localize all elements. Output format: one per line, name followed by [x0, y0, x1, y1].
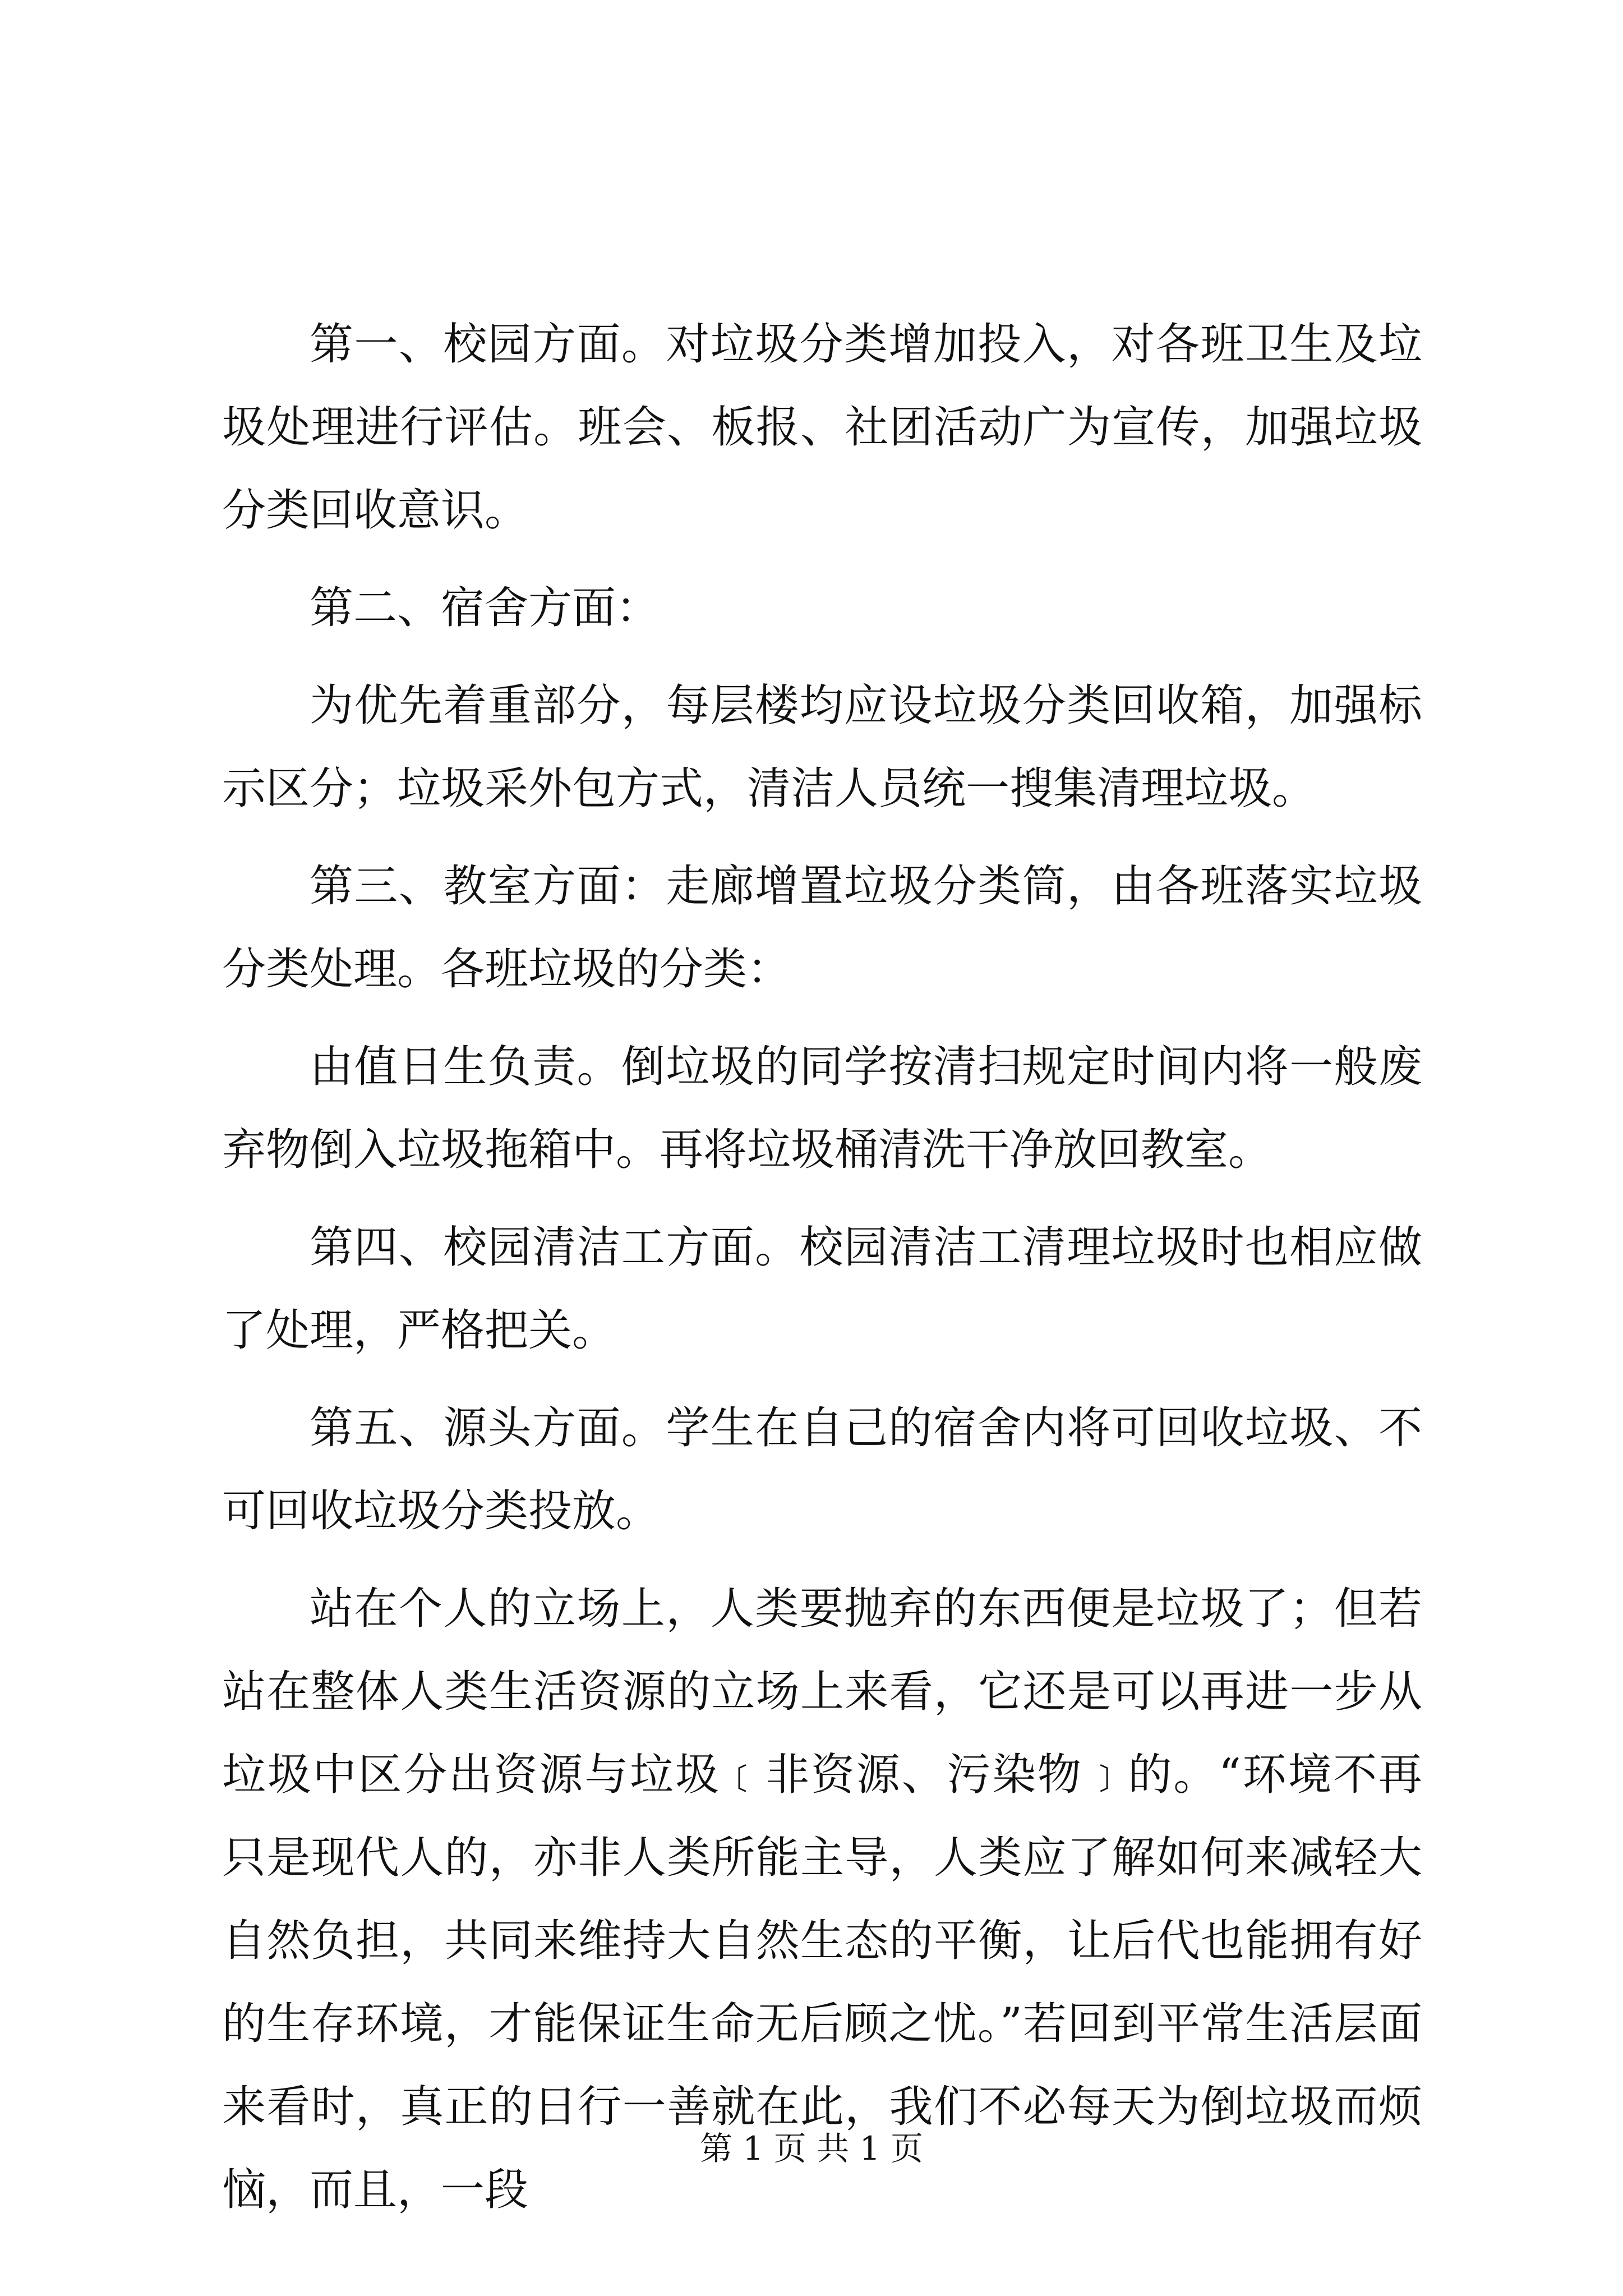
- paragraph-source: 第五、源头方面。学生在自己的宿舍内将可回收垃圾、不可回收垃圾分类投放。: [222, 1403, 1422, 1536]
- paragraph-cleaner: 第四、校园清洁工方面。校园清洁工清理垃圾时也相应做了处理，严格把关。: [222, 1222, 1422, 1356]
- paragraph-perspective: 站在个人的立场上，人类要抛弃的东西便是垃圾了；但若站在整体人类生活资源的立场上来看，它还是可以再进一步从垃圾中区分出资源与垃圾﹝非资源、污染物﹞的。“环境不再只是现代人的，亦非人类所能主导，人类应了解如何来减轻大自然负担，共同来维持大自然生态的平衡，让后代也能拥有好的生存环境，才能保证生命无后顾之忧。”若回到平常生活层面来看时，真正的日行一善就在此，我们不必每天为倒垃圾而烦恼，而且，一段: [222, 1584, 1422, 2215]
- paragraph-duty-student: 由值日生负责。倒垃圾的同学按清扫规定时间内将一般废弃物倒入垃圾拖箱中。再将垃圾桶清洗干净放回教室。: [222, 1042, 1422, 1175]
- paragraph-dormitory: 为优先着重部分，每层楼均应设垃圾分类回收箱，加强标示区分；垃圾采外包方式，清洁人员统一搜集清理垃圾。: [222, 680, 1422, 814]
- page-number-footer: 第 1 页 共 1 页: [700, 2129, 923, 2168]
- document-body: [222, 303, 1422, 2246]
- paragraph-campus: 第一、校园方面。对垃圾分类增加投入，对各班卫生及垃圾处理进行评估。班会、板报、社团活动广为宣传，加强垃圾分类回收意识。: [222, 319, 1422, 536]
- paragraph-dormitory-heading: 第二、宿舍方面：: [310, 583, 660, 633]
- paragraph-classroom: 第三、教室方面：走廊增置垃圾分类筒，由各班落实垃圾分类处理。各班垃圾的分类：: [222, 861, 1422, 995]
